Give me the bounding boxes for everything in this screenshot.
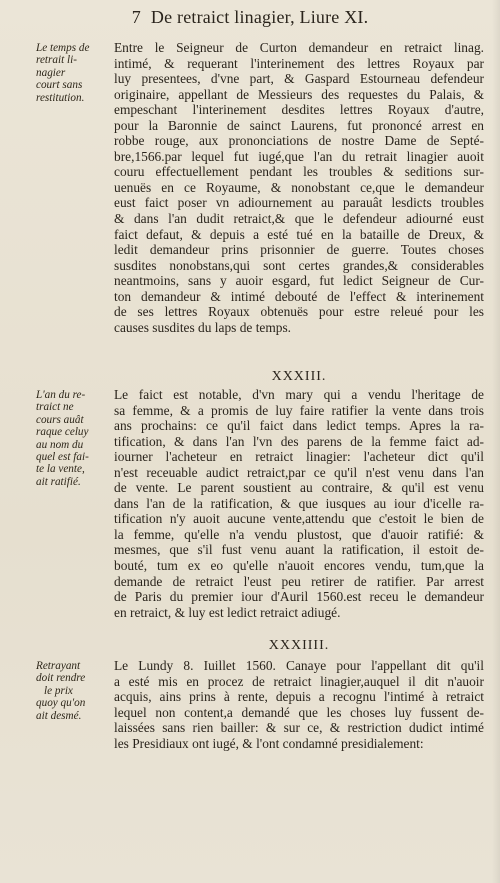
text-line: en retraict, & luy est ledict retraict adiugé. — [114, 604, 341, 620]
text-line: tification, & dans l'an l'vn des parens de la femme faict ad- — [114, 433, 484, 449]
text-line: les Presidiaux ont iugé, & l'ont condamné presidialement: — [114, 735, 424, 751]
running-header — [0, 3, 500, 31]
text-line: faict defaut, & depuis a esté tué en la bataille de Dreux, & — [114, 226, 484, 242]
text-line: eust faict poser vn adiournement au parauât lesdicts troubles — [114, 195, 484, 211]
text-line: acquis, ains prins à rente, depuis a recognu l'intimé à retraict — [114, 689, 484, 705]
margin-note-line: te la vente, — [36, 463, 85, 476]
text-line: demande de retraict l'eust peu retirer de ratifier. Par arrest — [114, 573, 484, 589]
text-line: pour la Baronnie de sainct Laurens, fut prononcé arrest en — [114, 117, 484, 133]
paragraph-section-2 — [114, 387, 484, 620]
text-line: couru effectuellement pendant les troubles & seditions sur- — [114, 164, 484, 180]
section-heading-34: XXXIIII. — [268, 638, 330, 653]
page-number: 7 — [131, 6, 141, 27]
margin-note-line: au nom du — [36, 438, 84, 451]
text-line: empeschant l'interinement desdites lettres Royaux d'autre, — [114, 102, 484, 118]
text-line: robbe rouge, aux prononciations de nostre Dame de Septé- — [114, 133, 484, 149]
margin-note-line: retrait li- — [36, 54, 77, 67]
text-line: de vente. Le parent soustient au contraire, & qu'il est venu — [114, 480, 484, 496]
text-line: sa femme, & a promis de luy faire ratifier la vente dans trois — [114, 402, 484, 418]
running-title: De retraict linagier, Liure XI. — [150, 6, 369, 27]
margin-note-line: quel est fai- — [36, 451, 89, 464]
text-line: neantmoins, sans y auoir esgard, fut ledict Seigneur de Cur- — [114, 273, 484, 289]
margin-note-line: doit rendre — [36, 672, 86, 685]
margin-note-line: ait ratifié. — [36, 475, 81, 488]
text-line: n'est receuable audict retraict,par ce qu'il n'est venu dans l'an — [114, 464, 484, 480]
text-line: uenuës en ce Royaume, & nonobstant ce,que le demandeur — [114, 179, 484, 195]
paragraph-section-1 — [114, 40, 484, 335]
text-line: la femme, qu'elle n'a vendu plustost, que d'auoir ratifié: & — [114, 526, 484, 542]
text-line: intimé, & requerant l'interinement des lettres Royaux par — [114, 55, 484, 71]
section-heading-33: XXXIII. — [271, 369, 327, 384]
text-line: Le faict est notable, d'vn mary qui a vendu l'heritage de — [114, 387, 484, 402]
text-line: bre,1566.par lequel fut iugé,que l'an du retrait linagier auoit — [114, 148, 484, 164]
text-line: de Paris du premier iour d'Auril 1560.est receu le demandeur — [114, 589, 484, 605]
text-line: ton demandeur & intimé debouté de l'effect & interinement — [114, 288, 484, 304]
text-line: tification n'y auoit aucune vente,attendu que c'estoit le bien de — [114, 511, 484, 527]
text-line: ans prochains: ce qu'il faict dans ledict temps. Apres la ra- — [114, 418, 484, 434]
text-line: bouté, tum ex eo qu'elle n'auoit encores vendu, tum,que la — [114, 558, 484, 574]
margin-note-line: court sans — [36, 79, 83, 92]
margin-note-line: ait desmé. — [36, 709, 82, 722]
text-line: susdites nonobstans,qui sont certes grandes,& considerables — [114, 257, 484, 273]
margin-note-section-1 — [36, 42, 114, 104]
margin-note-line: traict ne — [36, 401, 74, 414]
margin-note-line: le prix — [44, 684, 73, 697]
text-line: Le Lundy 8. Iuillet 1560. Canaye pour l'appellant dit qu'il — [114, 658, 484, 673]
margin-note-line: raque celuy — [36, 426, 89, 439]
page-edge-shadow — [492, 0, 500, 883]
margin-note-line: nagier — [36, 66, 66, 79]
text-line: de ses lettres Royaux obtenuës pour estre releué pour les — [114, 304, 484, 320]
paragraph-section-3 — [114, 658, 484, 751]
text-line: a esté mis en procez de retraict linagier,auquel il dit n'auoir — [114, 673, 484, 689]
text-line: iourner l'acheteur en retraict linagier: l'acheteur dict qu'il — [114, 449, 484, 465]
margin-note-line: restitution. — [36, 91, 85, 104]
text-line: originaire, appellant de Messieurs des requestes du Palais, & — [114, 86, 484, 102]
margin-note-line: L'an du re- — [36, 389, 86, 401]
text-line: dans l'an de la ratification, & que iusques au iour d'icelle ra- — [114, 495, 484, 511]
text-line: ledit demandeur prins prisonnier de guerre. Toutes choses — [114, 242, 484, 258]
margin-note-section-3 — [36, 660, 114, 722]
text-line: lequel non content,a demandé que les choses luy fussent de- — [114, 704, 484, 720]
text-line: laissées sans rien bailler: & sur ce, & restriction dudict intimé — [114, 720, 484, 736]
text-line: & dans l'an dudit retraict,& que le defendeur adiourné eust — [114, 211, 484, 227]
margin-note-line: Le temps de — [36, 42, 90, 54]
margin-note-line: cours auât — [36, 413, 84, 426]
text-line: mesmes, que s'il fust venu auant la ratification, il estoit de- — [114, 542, 484, 558]
margin-note-line: Retrayant — [36, 660, 81, 672]
margin-note-line: quoy qu'on — [36, 697, 86, 710]
margin-note-section-2 — [36, 389, 114, 488]
text-line: Entre le Seigneur de Curton demandeur en retraict linag. — [114, 40, 484, 55]
text-line: causes susdites du laps de temps. — [114, 319, 292, 335]
text-line: luy presentees, d'vne part, & Gaspard Estourneau defendeur — [114, 71, 484, 87]
